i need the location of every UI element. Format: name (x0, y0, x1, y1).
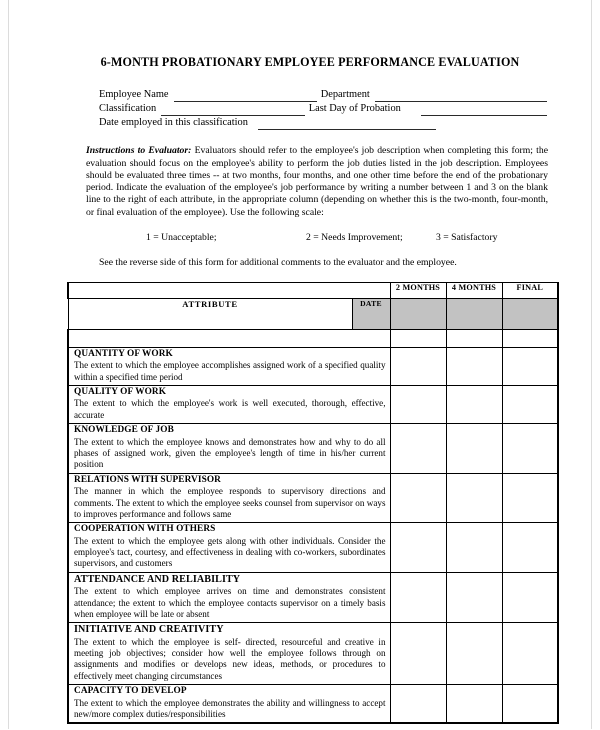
employee-name-label: Employee Name (99, 89, 169, 100)
identification-row-2 (99, 102, 551, 116)
score-cell-4-months[interactable] (446, 348, 502, 386)
table-row (68, 623, 558, 685)
document-page (8, 0, 592, 729)
attribute-description: The extent to which the employee is self- directed, resourceful and creative in meeting job objectives; consider how well the employee follows through on assignments and modifies or develops new ideas, methods, or procedures to effectively meet changing circumstances (74, 636, 386, 681)
column-header-date: DATE (352, 299, 390, 330)
score-cell-2-months[interactable] (390, 523, 446, 573)
instructions-heading: Instructions to Evaluator: (86, 145, 192, 157)
score-cell-4-months[interactable] (446, 386, 502, 424)
attribute-description: The extent to which the employee demonstrates the ability and willingness to accept new/more complex duties/responsibilities (74, 697, 386, 719)
attribute-description: The extent to which the employee accomplishes assigned work of a specified quality within a specified time period (74, 360, 386, 382)
employee-name-input[interactable] (174, 91, 317, 102)
scale-item-2: 2 = Needs Improvement; (306, 232, 403, 244)
attribute-title: QUANTITY OF WORK (74, 349, 173, 360)
department-input[interactable] (375, 91, 547, 102)
table-row (68, 348, 558, 386)
attribute-description: The extent to which the employee's work is well executed, thorough, effective, accurate (74, 398, 386, 420)
spacer-cell-final[interactable] (502, 330, 558, 348)
spacer-cell-4-months[interactable] (446, 330, 502, 348)
attribute-cell (68, 424, 390, 474)
score-cell-final[interactable] (502, 623, 558, 685)
score-cell-final[interactable] (502, 348, 558, 386)
table-row (68, 424, 558, 474)
header-spacer-attr (68, 283, 352, 299)
score-cell-2-months[interactable] (390, 386, 446, 424)
attribute-description: The extent to which the employee gets along with other individuals. Consider the employee's tact, courtesy, and effectiveness in dealing with co-workers, subordinates supervisors, and customers (74, 535, 386, 569)
attribute-cell (68, 572, 390, 623)
score-cell-4-months[interactable] (446, 572, 502, 623)
table-row (68, 386, 558, 424)
header-shade-final (502, 299, 558, 330)
attribute-cell (68, 473, 390, 523)
attribute-cell (68, 623, 390, 685)
evaluation-table (67, 282, 559, 724)
attribute-description: The manner in which the employee responds to supervisory directions and comments. The extent to which the employee seeks counsel from supervisor on ways to improves performance and follows same (74, 486, 386, 519)
attribute-cell (68, 386, 390, 424)
document-content (61, 0, 551, 724)
score-cell-final[interactable] (502, 685, 558, 724)
attribute-cell (68, 685, 390, 724)
table-row (68, 685, 558, 724)
attribute-description: The extent to which the employee knows and demonstrates how and why to do all phases of assigned work, given the employee's length of time in his/her current position (74, 436, 386, 470)
score-cell-final[interactable] (502, 386, 558, 424)
table-row (68, 523, 558, 573)
attribute-title: ATTENDANCE AND RELIABILITY (74, 573, 241, 585)
classification-label: Classification (99, 103, 157, 115)
score-cell-2-months[interactable] (390, 424, 446, 474)
score-cell-final[interactable] (502, 523, 558, 573)
date-employed-label: Date employed in this classification (99, 117, 248, 129)
attribute-description: The extent to which employee arrives on time and demonstrates consistent attendance; the extent to which the employee contacts supervisor on a timely basis when employee will be late or absent (74, 586, 386, 619)
score-cell-4-months[interactable] (446, 685, 502, 724)
department-label: Department (320, 89, 370, 100)
score-cell-2-months[interactable] (390, 473, 446, 523)
score-cell-final[interactable] (502, 572, 558, 623)
score-cell-2-months[interactable] (390, 623, 446, 685)
table-row (68, 572, 558, 623)
score-cell-4-months[interactable] (446, 473, 502, 523)
table-header-periods (68, 283, 558, 299)
instructions-body: Evaluators should refer to the employee's job description when completing this form; the evaluation should focus on the employee's ability to perform the job duties listed in the job description. Employees should be evaluated three times -- at two months, four months, and one other time before the end of the probationary period. Indicate the evaluation of the employee's job performance by writing a number between 1 and 3 on the blank line to the right of each attribute, in the appropriate column (depending on whether this is the two-month, four-month, or final evaluation of the employee). Use the following scale: (86, 145, 548, 218)
spacer-cell-2-months[interactable] (390, 330, 446, 348)
identification-row-3 (99, 116, 551, 130)
last-day-of-probation-input[interactable] (421, 105, 547, 116)
score-cell-4-months[interactable] (446, 424, 502, 474)
attribute-title: RELATIONS WITH SUPERVISOR (74, 474, 222, 485)
table-row (68, 473, 558, 523)
page-title: 6-MONTH PROBATIONARY EMPLOYEE PERFORMANCE EVALUATION (100, 55, 520, 69)
column-header-2-months: 2 MONTHS (390, 283, 446, 299)
last-day-of-probation-label: Last Day of Probation (308, 103, 401, 115)
header-spacer-date (352, 283, 390, 299)
rating-scale (146, 232, 546, 243)
score-cell-2-months[interactable] (390, 685, 446, 724)
attribute-title: CAPACITY TO DEVELOP (74, 686, 187, 697)
attribute-cell (68, 523, 390, 573)
score-cell-final[interactable] (502, 473, 558, 523)
column-header-final: FINAL (502, 283, 558, 299)
spacer-attribute-cell (68, 330, 390, 348)
score-cell-2-months[interactable] (390, 572, 446, 623)
column-header-attribute: ATTRIBUTE (68, 299, 352, 330)
classification-input[interactable] (161, 105, 305, 116)
table-spacer-row (68, 330, 558, 348)
score-cell-2-months[interactable] (390, 348, 446, 386)
header-shade-2-months (390, 299, 446, 330)
attribute-cell (68, 348, 390, 386)
score-cell-4-months[interactable] (446, 523, 502, 573)
table-body (68, 348, 558, 724)
table-header-main (68, 299, 558, 330)
date-employed-input[interactable] (258, 119, 436, 130)
reverse-side-note: See the reverse side of this form for additional comments to the evaluator and the employee. (99, 257, 457, 269)
attribute-title: COOPERATION WITH OTHERS (74, 524, 216, 535)
column-header-4-months: 4 MONTHS (446, 283, 502, 299)
scale-item-1: 1 = Unacceptable; (146, 232, 217, 244)
attribute-title: KNOWLEDGE OF JOB (74, 425, 174, 436)
header-shade-4-months (446, 299, 502, 330)
identification-row-1 (99, 88, 551, 102)
score-cell-4-months[interactable] (446, 623, 502, 685)
attribute-title: INITIATIVE AND CREATIVITY (74, 624, 224, 636)
instructions-paragraph (86, 145, 548, 219)
attribute-title: QUALITY OF WORK (74, 387, 167, 398)
score-cell-final[interactable] (502, 424, 558, 474)
identification-block (99, 88, 551, 130)
scale-item-3: 3 = Satisfactory (436, 232, 498, 244)
